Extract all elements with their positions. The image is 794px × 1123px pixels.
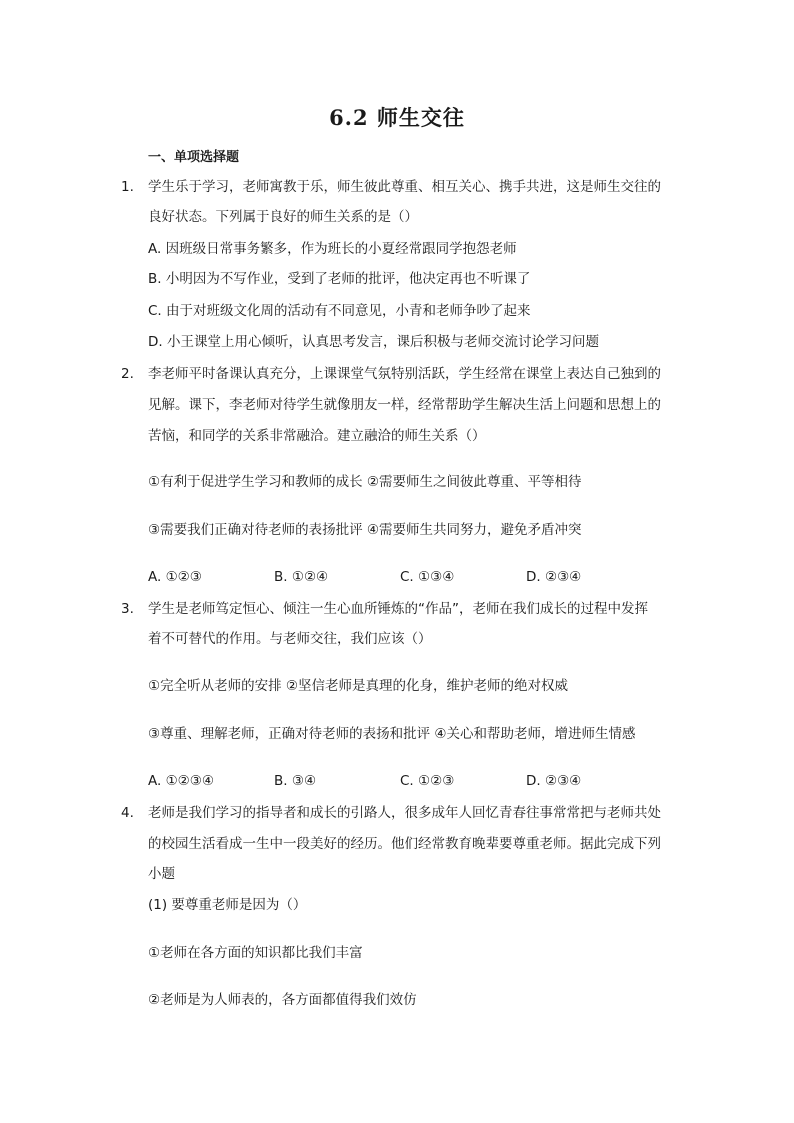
question-2-stem-line-3: 苦恼，和同学的关系非常融洽。建立融洽的师生关系（） [148,428,486,444]
question-2-number: 2. [121,366,134,382]
question-1-option-b: B. 小明因为不写作业，受到了老师的批评，他决定再也不听课了 [148,271,531,287]
question-4-item-1: ①老师在各方面的知识都比我们丰富 [148,945,363,961]
question-2-item-line-1: ①有利于促进学生学习和教师的成长 ②需要师生之间彼此尊重、平等相待 [148,474,582,490]
question-4-subquestion-1: (1) 要尊重老师是因为（） [148,897,307,913]
question-2-item-line-2: ③需要我们正确对待老师的表扬批评 ④需要师生共同努力，避免矛盾冲突 [148,522,582,538]
question-2-choice-d: D. ②③④ [526,569,582,585]
question-4-number: 4. [121,805,134,821]
question-1-stem-line-2: 良好状态。下列属于良好的师生关系的是（） [148,209,418,225]
question-4-stem-line-3: 小题 [148,866,175,882]
question-1-option-a: A. 因班级日常事务繁多，作为班长的小夏经常跟同学抱怨老师 [148,241,517,257]
question-4-stem-line-2: 的校园生活看成一生中一段美好的经历。他们经常教育晚辈要尊重老师。据此完成下列 [148,836,661,852]
question-3-choice-c: C. ①②③ [400,773,455,789]
section-heading: 一、单项选择题 [148,150,240,165]
question-3-stem-line-2: 着不可替代的作用。与老师交往，我们应该（） [148,631,432,647]
question-3-number: 3. [121,601,134,617]
question-3-choice-d: D. ②③④ [526,773,582,789]
question-4-item-2: ②老师是为人师表的，各方面都值得我们效仿 [148,992,417,1008]
question-3-item-line-1: ①完全听从老师的安排 ②坚信老师是真理的化身，维护老师的绝对权威 [148,678,568,694]
question-3-stem-line-1: 学生是老师笃定恒心、倾注一生心血所锤炼的“作品”，老师在我们成长的过程中发挥 [148,601,648,617]
question-1-option-d: D. 小王课堂上用心倾听，认真思考发言，课后积极与老师交流讨论学习问题 [148,334,599,350]
document-title: 6.2 师生交往 [329,105,465,130]
question-2-choice-c: C. ①③④ [400,569,455,585]
question-2-choice-b: B. ①②④ [274,569,329,585]
question-4-stem-line-1: 老师是我们学习的指导者和成长的引路人，很多成年人回忆青春往事常常把与老师共处 [148,805,661,821]
question-3-item-line-2: ③尊重、理解老师，正确对待老师的表扬和批评 ④关心和帮助老师，增进师生情感 [148,726,636,742]
question-3-choice-b: B. ③④ [274,773,317,789]
question-2-stem-line-1: 李老师平时备课认真充分，上课课堂气氛特别活跃，学生经常在课堂上表达自己独到的 [148,366,661,382]
question-2-choice-a: A. ①②③ [148,569,202,585]
question-1-option-c: C. 由于对班级文化周的活动有不同意见，小青和老师争吵了起来 [148,303,531,319]
question-1-stem-line-1: 学生乐于学习，老师寓教于乐，师生彼此尊重、相互关心、携手共进，这是师生交往的 [148,179,661,195]
question-3-choice-a: A. ①②③④ [148,773,214,789]
question-2-stem-line-2: 见解。课下，李老师对待学生就像朋友一样，经常帮助学生解决生活上问题和思想上的 [148,397,661,413]
question-1-number: 1. [121,179,134,195]
